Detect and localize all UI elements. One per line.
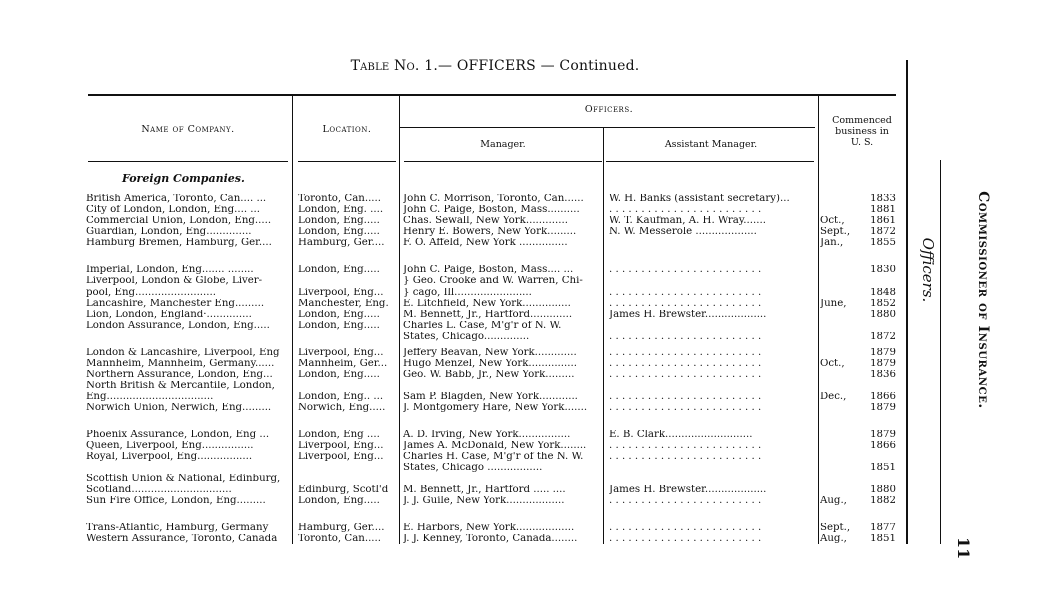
row-2-manager: John C. Paige, Boston, Mass.......... <box>403 205 580 215</box>
row-2-assistant: . . . . . . . . . . . . . . . . . . . . . . . . <box>609 205 762 215</box>
row-26-location: Hamburg, Ger.... <box>298 523 385 533</box>
row-3-company: Commercial Union, London, Eng..... <box>86 216 272 226</box>
header-company: Name of Company. <box>141 124 235 135</box>
row-24-location: Edinburg, Scotl'd <box>298 485 389 495</box>
row-9-company: Lancashire, Manchester Eng......... <box>86 299 265 309</box>
page-border-line <box>906 60 908 544</box>
row-12-assistant: . . . . . . . . . . . . . . . . . . . . . . . . <box>609 332 762 342</box>
row-27-year: 1851 <box>870 534 896 544</box>
row-17-year: 1866 <box>870 392 896 402</box>
header-rule-location <box>298 161 396 162</box>
row-3-assistant: W. T. Kaufman, A. H. Wray....... <box>609 216 766 226</box>
row-6-assistant: . . . . . . . . . . . . . . . . . . . . . . . . <box>609 265 762 275</box>
row-1-manager: John C. Morrison, Toronto, Can...... <box>403 194 584 204</box>
row-5-manager: F. O. Affeld, New York ............... <box>403 238 568 248</box>
row-2-location: London, Eng. .... <box>298 205 384 215</box>
row-4-year: 1872 <box>870 227 896 237</box>
row-24-manager: M. Bennett, Jr., Hartford ..... .... <box>403 485 566 495</box>
row-9-assistant: . . . . . . . . . . . . . . . . . . . . . . . . <box>609 299 762 309</box>
header-commenced-line3: U. S. <box>850 137 874 148</box>
row-18-location: Norwich, Eng..... <box>298 403 386 413</box>
row-8-company: pool, Eng......................... <box>86 288 217 298</box>
row-15-location: London, Eng..... <box>298 370 380 380</box>
top-rule <box>88 94 896 96</box>
row-25-manager: J. J. Guile, New York.................. <box>403 496 565 506</box>
row-26-company: Trans-Atlantic, Hamburg, Germany <box>86 523 269 533</box>
row-10-assistant: James H. Brewster................... <box>609 310 767 320</box>
row-19-year: 1879 <box>870 430 896 440</box>
row-25-month: Aug., <box>820 496 847 506</box>
row-1-location: Toronto, Can..... <box>298 194 382 204</box>
row-24-company: Scotland............................... <box>86 485 232 495</box>
header-rule-assistant <box>606 161 814 162</box>
row-22-year: 1851 <box>870 463 896 473</box>
row-26-month: Sept., <box>820 523 851 533</box>
row-5-company: Hamburg Bremen, Hamburg, Ger.... <box>86 238 272 248</box>
row-8-manager: } cago, Ill........................ <box>403 288 532 298</box>
row-26-year: 1877 <box>870 523 896 533</box>
row-14-location: Mannheim, Ger... <box>298 359 388 369</box>
header-rule-company <box>88 161 288 162</box>
row-27-location: Toronto, Can..... <box>298 534 382 544</box>
row-16-company: North British & Mercantile, London, <box>86 381 275 391</box>
row-26-assistant: . . . . . . . . . . . . . . . . . . . . . . . . <box>609 523 762 533</box>
row-11-company: London Assurance, London, Eng..... <box>86 321 270 331</box>
row-18-assistant: . . . . . . . . . . . . . . . . . . . . . . . . <box>609 403 762 413</box>
row-15-company: Northern Assurance, London, Eng... <box>86 370 273 380</box>
row-3-manager: Chas. Sewall, New York............. <box>403 216 568 226</box>
row-26-manager: E. Harbors, New York.................. <box>403 523 575 533</box>
header-assistant: Assistant Manager. <box>664 139 758 150</box>
row-18-manager: J. Montgomery Hare, New York....... <box>403 403 588 413</box>
row-20-company: Queen, Liverpool, Eng................ <box>86 441 254 451</box>
row-4-month: Sept., <box>820 227 851 237</box>
row-21-location: Liverpool, Eng... <box>298 452 384 462</box>
row-27-company: Western Assurance, Toronto, Canada <box>86 534 278 544</box>
row-5-location: Hamburg, Ger.... <box>298 238 385 248</box>
row-8-assistant: . . . . . . . . . . . . . . . . . . . . . . . . <box>609 288 762 298</box>
header-commenced-line2: business in <box>835 126 889 137</box>
row-14-company: Mannheim, Mannheim, Germany...... <box>86 359 275 369</box>
row-4-assistant: N. W. Messerole ................... <box>609 227 757 237</box>
row-25-company: Sun Fire Office, London, Eng......... <box>86 496 266 506</box>
row-11-manager: Charles L. Case, M'g'r of N. W. <box>403 321 562 331</box>
row-6-manager: John C. Paige, Boston, Mass.... ... <box>403 265 574 275</box>
row-17-month: Dec., <box>820 392 847 402</box>
row-20-year: 1866 <box>870 441 896 451</box>
row-12-manager: States, Chicago.............. <box>403 332 530 342</box>
row-10-year: 1880 <box>870 310 896 320</box>
table-subtitle: — OFFICERS — Continued. <box>437 58 640 74</box>
row-10-location: London, Eng..... <box>298 310 380 320</box>
officers-rule <box>400 127 815 128</box>
row-2-company: City of London, London, Eng.... ... <box>86 205 261 215</box>
col-divider-1 <box>292 96 293 544</box>
row-20-assistant: . . . . . . . . . . . . . . . . . . . . . . . . <box>609 441 762 451</box>
row-25-year: 1882 <box>870 496 896 506</box>
row-7-company: Liverpool, London & Globe, Liver- <box>86 276 263 286</box>
row-10-manager: M. Bennett, Jr., Hartford............. <box>403 310 573 320</box>
row-1-assistant: W. H. Banks (assistant secretary)... <box>609 194 790 204</box>
row-10-company: Lion, London, England·.............. <box>86 310 252 320</box>
row-6-company: Imperial, London, Eng....... ........ <box>86 265 254 275</box>
row-24-assistant: James H. Brewster................... <box>609 485 767 495</box>
row-6-year: 1830 <box>870 265 896 275</box>
row-27-assistant: . . . . . . . . . . . . . . . . . . . . . . . . <box>609 534 762 544</box>
header-commenced <box>820 115 904 148</box>
row-9-location: Manchester, Eng. <box>298 299 389 309</box>
row-13-year: 1879 <box>870 348 896 358</box>
row-14-year: 1879 <box>870 359 896 369</box>
row-21-assistant: . . . . . . . . . . . . . . . . . . . . . . . . <box>609 452 762 462</box>
row-9-manager: E. Litchfield, New York............... <box>403 299 571 309</box>
row-18-company: Norwich Union, Nerwich, Eng......... <box>86 403 272 413</box>
row-11-location: London, Eng..... <box>298 321 380 331</box>
row-4-location: London, Eng..... <box>298 227 380 237</box>
row-13-company: London & Lancashire, Liverpool, Eng <box>86 348 280 358</box>
row-24-year: 1880 <box>870 485 896 495</box>
row-14-manager: Hugo Menzel, New York............... <box>403 359 577 369</box>
row-19-assistant: E. B. Clark........................... <box>609 430 753 440</box>
row-14-month: Oct., <box>820 359 845 369</box>
row-20-location: Liverpool, Eng... <box>298 441 384 451</box>
row-21-manager: Charles H. Case, M'g'r of the N. W. <box>403 452 584 462</box>
row-3-month: Oct., <box>820 216 845 226</box>
header-location: Location. <box>322 124 372 135</box>
row-13-location: Liverpool, Eng... <box>298 348 384 358</box>
row-6-location: London, Eng..... <box>298 265 380 275</box>
col-divider-3 <box>603 128 604 544</box>
row-8-location: Liverpool, Eng... <box>298 288 384 298</box>
row-17-location: London, Eng.. ... <box>298 392 384 402</box>
row-21-company: Royal, Liverpool, Eng................. <box>86 452 253 462</box>
row-14-assistant: . . . . . . . . . . . . . . . . . . . . . . . . <box>609 359 762 369</box>
row-25-assistant: . . . . . . . . . . . . . . . . . . . . . . . . <box>609 496 762 506</box>
section-label: Foreign Companies. <box>122 172 245 185</box>
row-27-month: Aug., <box>820 534 847 544</box>
row-3-year: 1861 <box>870 216 896 226</box>
header-rule-manager <box>404 161 602 162</box>
row-12-year: 1872 <box>870 332 896 342</box>
row-3-location: London, Eng..... <box>298 216 380 226</box>
header-manager: Manager. <box>480 139 526 150</box>
row-8-year: 1848 <box>870 288 896 298</box>
header-officers: Officers. <box>584 104 634 115</box>
row-4-company: Guardian, London, Eng.............. <box>86 227 252 237</box>
row-13-manager: Jeffery Beavan, New York............. <box>403 348 577 358</box>
row-15-assistant: . . . . . . . . . . . . . . . . . . . . . . . . <box>609 370 762 380</box>
row-1-year: 1833 <box>870 194 896 204</box>
row-25-location: London, Eng..... <box>298 496 380 506</box>
row-9-year: 1852 <box>870 299 896 309</box>
row-5-year: 1855 <box>870 238 896 248</box>
row-19-manager: A. D. Irving, New York................ <box>403 430 571 440</box>
row-20-manager: James A. McDonald, New York........ <box>403 441 587 451</box>
row-22-manager: States, Chicago ................. <box>403 463 543 473</box>
row-17-company: Eng................................. <box>86 392 214 402</box>
row-19-location: London, Eng .... <box>298 430 380 440</box>
side-title: Officers. <box>919 237 937 303</box>
row-17-assistant: . . . . . . . . . . . . . . . . . . . . . . . . <box>609 392 762 402</box>
page-number: 11 <box>954 537 973 560</box>
table-number: Table No. 1. <box>350 58 438 74</box>
col-divider-4 <box>818 96 819 544</box>
header-commenced-line1: Commenced <box>832 115 892 126</box>
row-18-year: 1879 <box>870 403 896 413</box>
row-7-manager: } Geo. Crooke and W. Warren, Chi- <box>403 276 583 286</box>
table-title <box>0 58 990 74</box>
side-divider-line <box>940 160 941 544</box>
row-5-month: Jan., <box>820 238 844 248</box>
row-27-manager: J. J. Kenney, Toronto, Canada........ <box>403 534 578 544</box>
row-9-month: June, <box>820 299 847 309</box>
col-divider-2 <box>399 96 400 544</box>
row-23-company: Scottish Union & National, Edinburg, <box>86 474 281 484</box>
row-1-company: British America, Toronto, Can.... ... <box>86 194 267 204</box>
side-heading: Commissioner of Insurance. <box>975 191 991 409</box>
row-13-assistant: . . . . . . . . . . . . . . . . . . . . . . . . <box>609 348 762 358</box>
row-4-manager: Henry E. Bowers, New York......... <box>403 227 577 237</box>
row-19-company: Phoenix Assurance, London, Eng ... <box>86 430 270 440</box>
row-15-year: 1836 <box>870 370 896 380</box>
row-2-year: 1881 <box>870 205 896 215</box>
row-17-manager: Sam P. Blagden, New York............ <box>403 392 578 402</box>
row-15-manager: Geo. W. Babb, Jr., New York......... <box>403 370 575 380</box>
